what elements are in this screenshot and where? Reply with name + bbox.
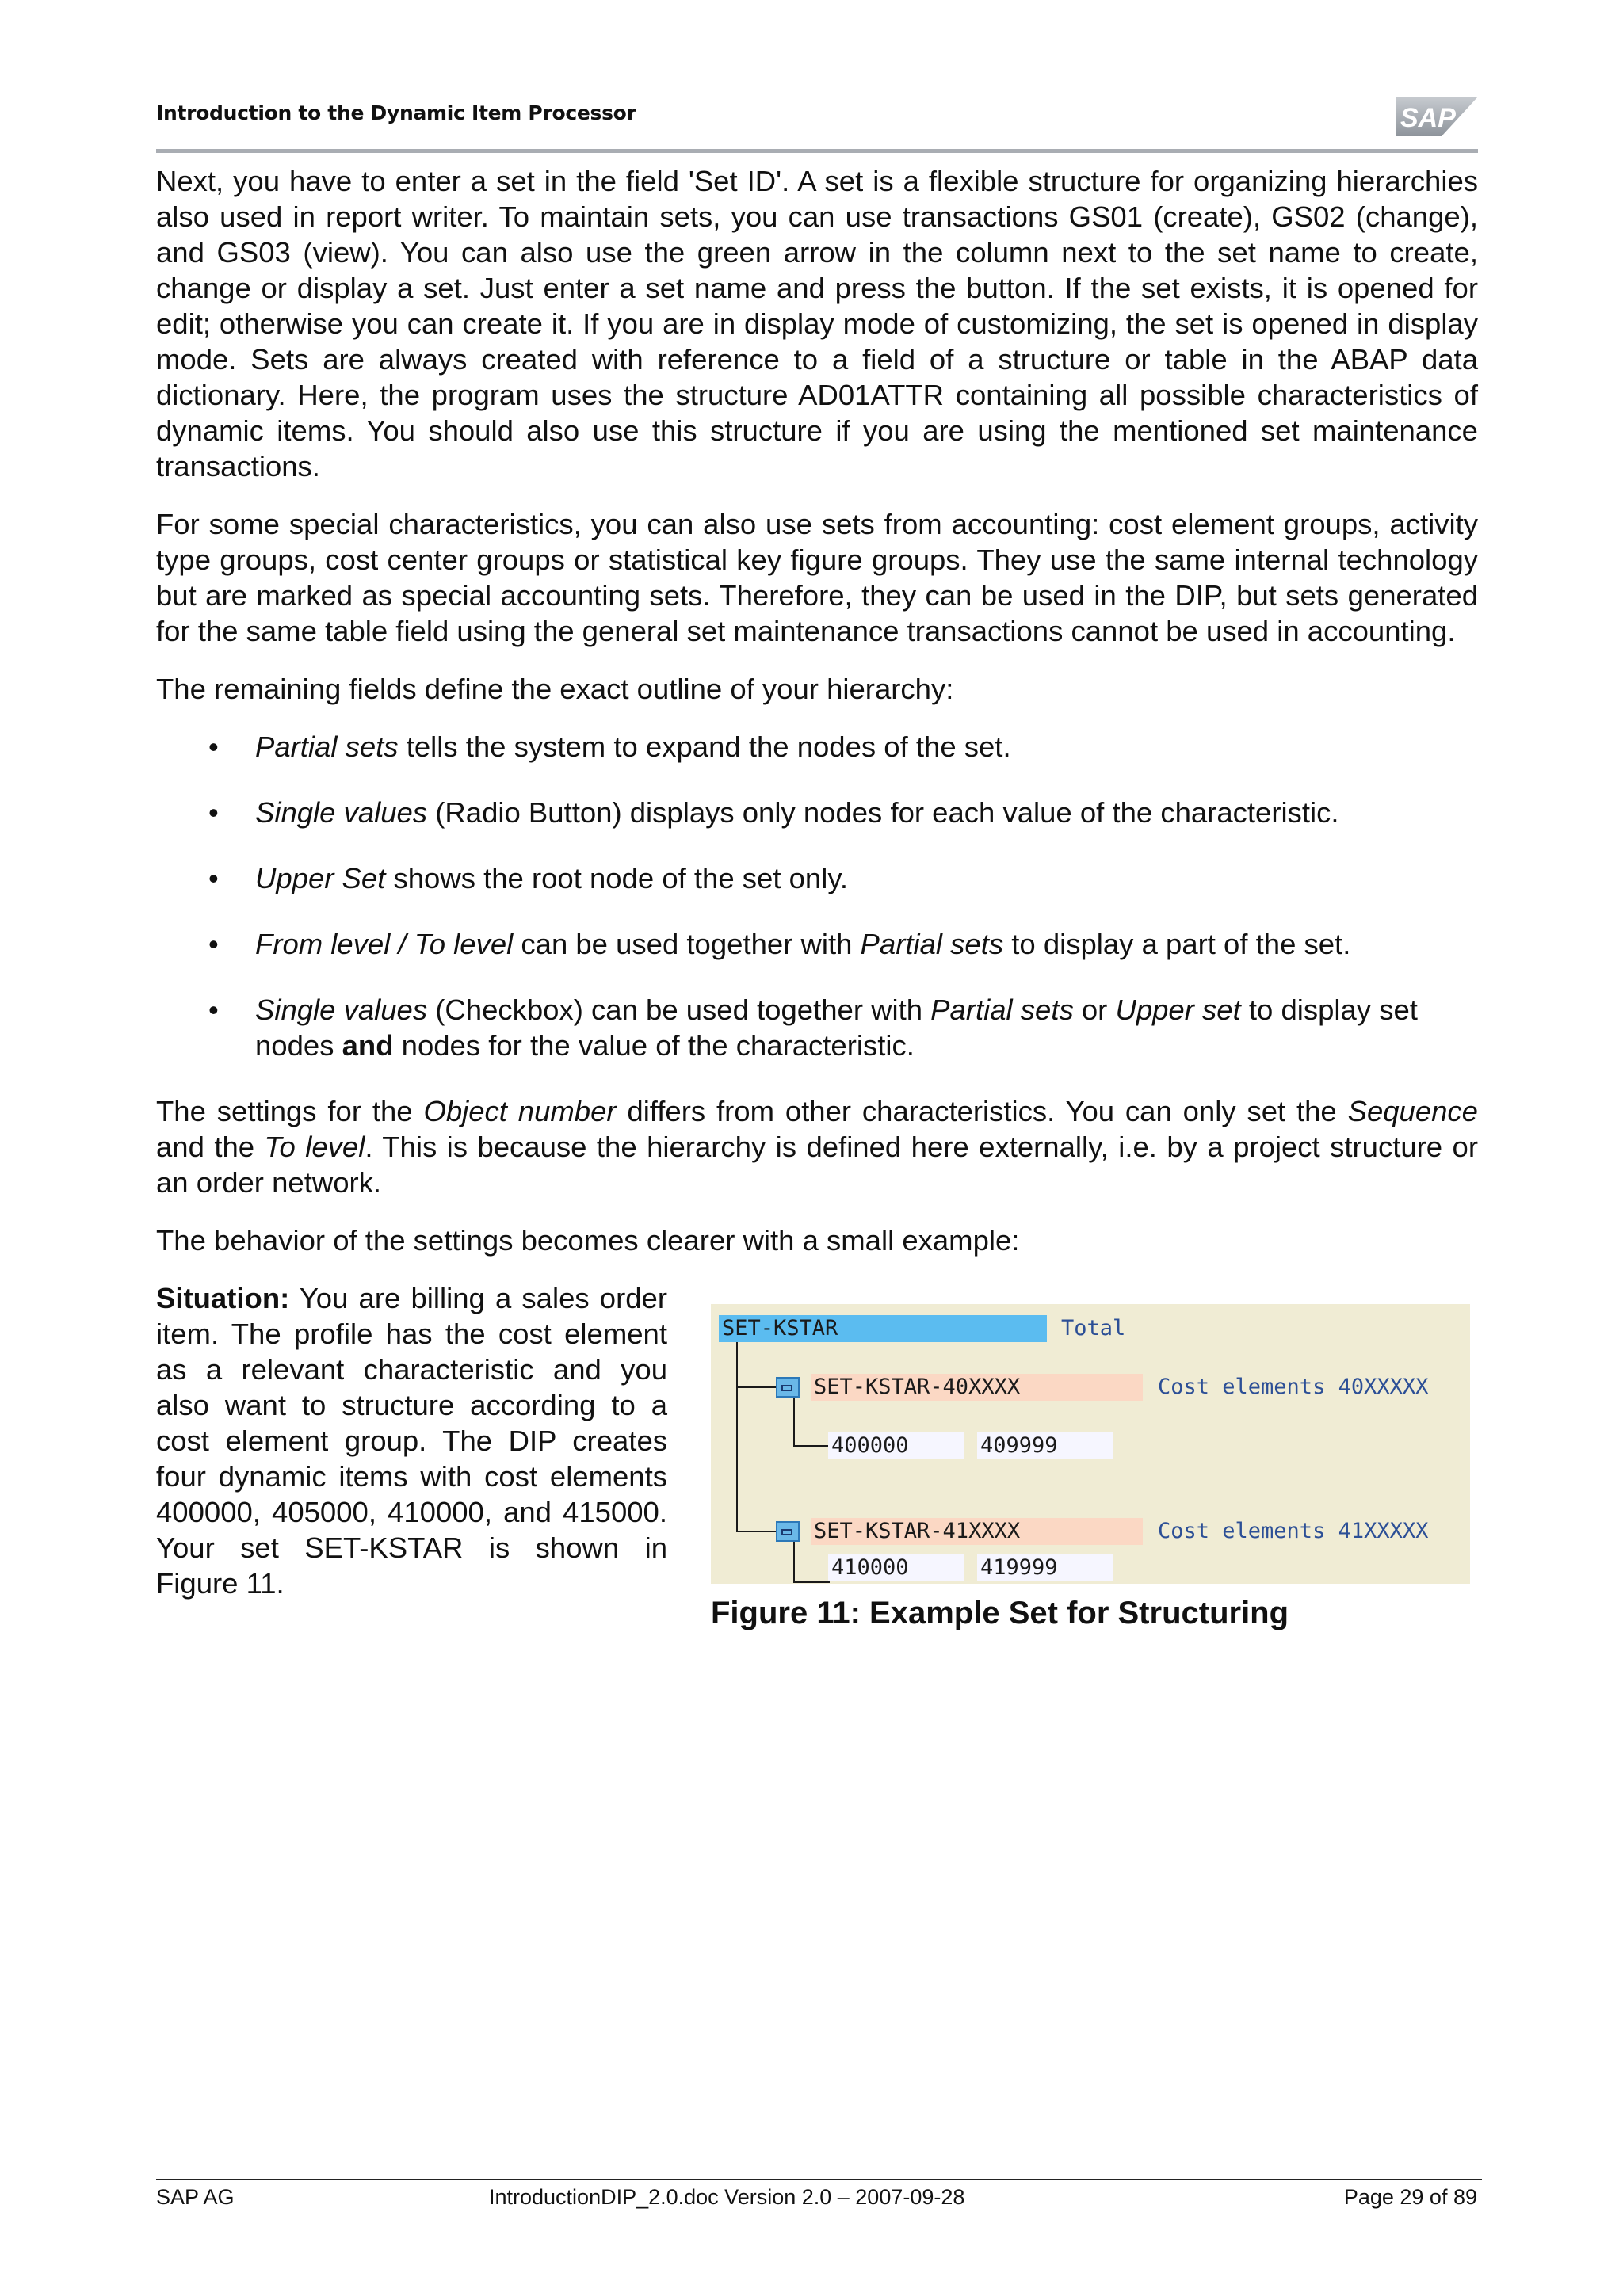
- page-header: [156, 93, 1478, 157]
- page-body: [156, 163, 1478, 1653]
- bullet-icon: •: [208, 862, 219, 894]
- set-hierarchy-figure: [711, 1304, 1470, 1584]
- folder-icon[interactable]: [776, 1521, 800, 1542]
- bullet-icon: •: [208, 994, 219, 1026]
- subset-description: Cost elements 41XXXXX: [1158, 1519, 1429, 1543]
- footer-company: SAP AG: [156, 2185, 235, 2209]
- subset-name[interactable]: SET-KSTAR-41XXXX: [811, 1518, 1143, 1545]
- sap-logo-text: SAP: [1400, 103, 1456, 133]
- tree-connector: [793, 1445, 830, 1447]
- list-item: • Partial sets tells the system to expand the nodes of the set.: [208, 730, 1011, 763]
- root-set-description: Total: [1061, 1316, 1126, 1341]
- header-title: Introduction to the Dynamic Item Processor: [156, 101, 636, 124]
- tree-connector: [793, 1398, 795, 1447]
- footer-page-number: Page 29 of 89: [1343, 2185, 1477, 2209]
- tree-connector: [736, 1386, 776, 1388]
- subset-name[interactable]: SET-KSTAR-40XXXX: [811, 1374, 1143, 1401]
- bullet-icon: •: [208, 796, 219, 829]
- paragraph: Next, you have to enter a set in the field 'Set ID'. A set is a flexible structure for organizing hierarchies also used in report writer. To maintain sets, you can use transactions GS01 (create), GS02 (change), and GS03 (view). You can also use the green arrow in the column next to the set name to create, change or display a set. Just enter a set name and press the button. If the set exists, it is opened for edit; otherwise you can create it. If you are in display mode of customizing, the set is opened in display mode. Sets are always created with reference to a field of a structure or table in the ABAP data dictionary. Here, the program uses the structure AD01ATTR containing all possible characteristics of dynamic items. You should also use this structure if you are using the mentioned set maintenance transactions.: [156, 165, 1478, 482]
- value-to-field: 409999: [977, 1432, 1113, 1459]
- footer-divider: [156, 2179, 1482, 2180]
- list-item: • Upper Set shows the root node of the set only.: [208, 862, 849, 894]
- paragraph: For some special characteristics, you can also use sets from accounting: cost element groups, activity type groups, cost center groups or statistical key figure groups. They use the same internal technology but are marked as special accounting sets. Therefore, they can be used in the DIP, but sets generated for the same table field using the general set maintenance transactions cannot be used in accounting.: [156, 508, 1478, 647]
- example-section: [156, 1280, 1478, 1653]
- paragraph: The behavior of the settings becomes clearer with a small example:: [156, 1224, 1020, 1257]
- list-item: • From level / To level can be used together with Partial sets to display a part of the set.: [208, 928, 1351, 960]
- tree-connector: [793, 1581, 830, 1583]
- header-divider: [156, 149, 1478, 153]
- situation-text: Situation: You are billing a sales order item. The profile has the cost element as a relevant characteristic and you also want to structure according to a cost element group. The DIP creates four dynamic items with cost elements 400000, 405000, 410000, and 415000. Your set SET-KSTAR is shown in Figure 11.: [156, 1282, 667, 1600]
- value-from-field: 410000: [828, 1554, 964, 1581]
- tree-connector: [793, 1542, 795, 1583]
- value-from-field: 400000: [828, 1432, 964, 1459]
- sap-logo: [1396, 93, 1478, 139]
- settings-list: [156, 729, 1478, 1063]
- paragraph: The remaining fields define the exact outline of your hierarchy:: [156, 673, 954, 705]
- subset-description: Cost elements 40XXXXX: [1158, 1375, 1429, 1399]
- paragraph: The settings for the Object number differs from other characteristics. You can only set the Sequence and the To level. This is because the hierarchy is defined here externally, i.e. by a project structure or an order network.: [156, 1095, 1479, 1199]
- value-to-field: 419999: [977, 1554, 1113, 1581]
- bullet-icon: •: [208, 730, 219, 763]
- folder-icon[interactable]: [776, 1377, 800, 1398]
- figure-caption: Figure 11: Example Set for Structuring: [711, 1596, 1289, 1630]
- list-item: • Single values (Radio Button) displays only nodes for each value of the characteristic.: [208, 796, 1339, 829]
- tree-connector: [736, 1342, 738, 1532]
- root-set-name[interactable]: SET-KSTAR: [719, 1315, 1047, 1342]
- tree-connector: [736, 1531, 776, 1532]
- footer-document-info: IntroductionDIP_2.0.doc Version 2.0 – 2007-09-28: [489, 2185, 965, 2209]
- bullet-icon: •: [208, 928, 219, 960]
- list-item: • Single values (Checkbox) can be used together with Partial sets or Upper set to display set nodes and nodes for the value of the characteristic.: [208, 994, 1418, 1062]
